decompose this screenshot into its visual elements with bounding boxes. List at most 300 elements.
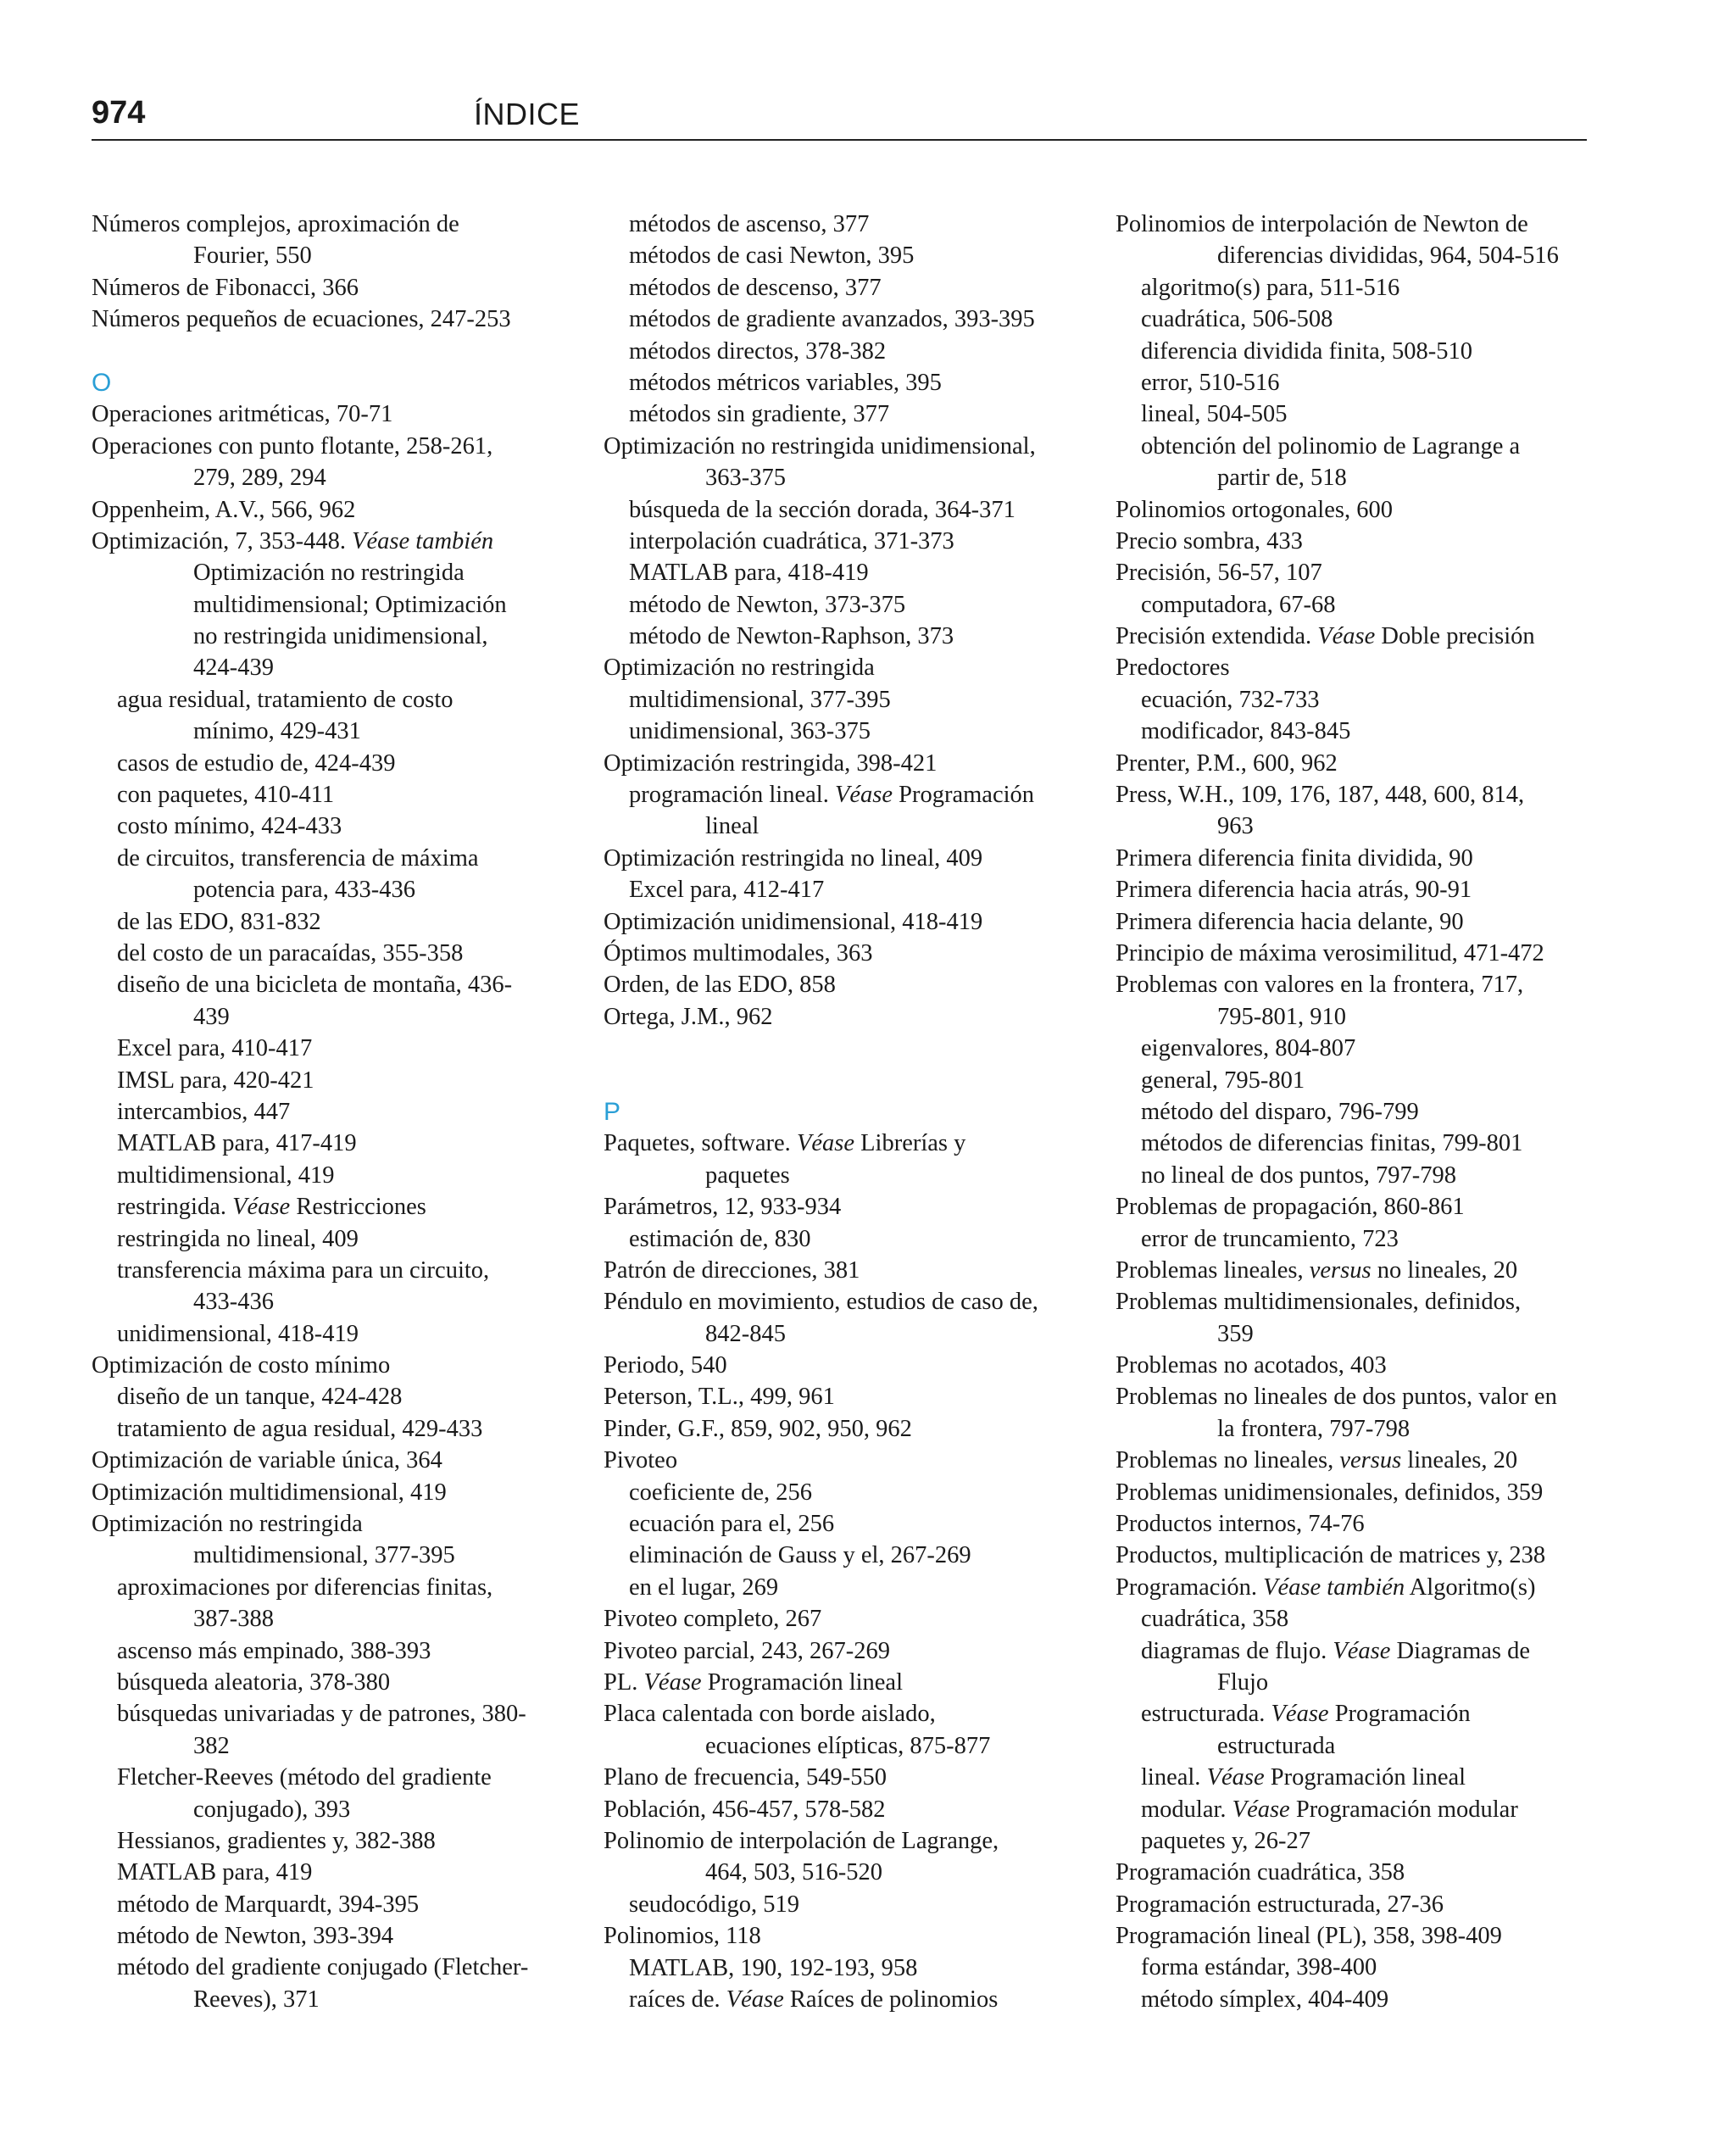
entry-text: Polinomios ortogonales, 600 <box>1116 496 1393 523</box>
index-subentry <box>1116 1984 1590 2015</box>
index-continuation <box>92 1001 566 1033</box>
index-entry <box>604 1603 1112 1635</box>
entry-text: Placa calentada con borde aislado, <box>604 1701 936 1728</box>
index-entry <box>1116 1255 1590 1286</box>
entry-text: diagramas de flujo. <box>1141 1637 1333 1664</box>
index-entry <box>604 748 1112 779</box>
index-subentry <box>604 1477 1112 1508</box>
index-entry <box>1116 1857 1590 1888</box>
entry-text: 363-375 <box>705 465 786 492</box>
entry-text: Press, W.H., 109, 176, 187, 448, 600, 814, <box>1116 782 1525 809</box>
italic-text: Véase <box>1232 1796 1290 1823</box>
entry-text: Programación estructurada, 27-36 <box>1116 1891 1444 1918</box>
entry-text: Principio de máxima verosimilitud, 471-472 <box>1116 939 1544 966</box>
entry-text: métodos de descenso, 377 <box>629 274 882 301</box>
index-entry <box>1116 209 1590 240</box>
entry-text: diferencias divididas, 964, 504-516 <box>1217 242 1559 270</box>
entry-text: Programación modular <box>1289 1796 1518 1823</box>
index-entry <box>1116 1477 1590 1508</box>
italic-text: Véase <box>643 1668 702 1696</box>
entry-text: 424-439 <box>193 654 274 682</box>
entry-text: coeficiente de, 256 <box>629 1479 813 1506</box>
entry-text: Problemas no lineales, <box>1116 1447 1340 1474</box>
entry-text: PL. <box>604 1668 644 1696</box>
entry-text: método símplex, 404-409 <box>1141 1986 1389 2013</box>
entry-text: Productos internos, 74-76 <box>1116 1511 1365 1538</box>
index-entry <box>604 843 1112 874</box>
index-subentry <box>1116 1065 1590 1096</box>
index-subentry <box>1116 1096 1590 1128</box>
italic-text: Véase <box>1333 1637 1391 1664</box>
index-subentry <box>1116 1635 1590 1667</box>
entry-text: MATLAB para, 418-419 <box>629 560 869 587</box>
index-subentry <box>92 1762 566 1793</box>
index-entry <box>604 1286 1112 1317</box>
index-subentry <box>1116 1033 1590 1064</box>
index-continuation <box>1116 1413 1590 1445</box>
entry-text: Polinomios, 118 <box>604 1923 761 1950</box>
entry-text: eliminación de Gauss y el, 267-269 <box>629 1542 971 1569</box>
index-subentry <box>92 684 566 716</box>
index-entry <box>1116 1508 1590 1540</box>
entry-text: transferencia máxima para un circuito, <box>117 1256 490 1284</box>
italic-text: versus <box>1309 1256 1372 1284</box>
index-entry <box>604 1920 1112 1952</box>
entry-text: MATLAB para, 417-419 <box>117 1130 357 1157</box>
index-entry <box>92 526 566 557</box>
entry-text: potencia para, 433-436 <box>193 877 415 904</box>
index-subentry <box>92 810 566 842</box>
index-subentry <box>1116 272 1590 304</box>
entry-text: Polinomio de interpolación de Lagrange, <box>604 1827 999 1854</box>
entry-text: conjugado), 393 <box>193 1796 351 1823</box>
entry-text: con paquetes, 410-411 <box>117 782 335 809</box>
entry-text: búsquedas univariadas y de patrones, 380- <box>117 1701 526 1728</box>
index-subentry <box>604 621 1112 652</box>
entry-text: lineales, 20 <box>1401 1447 1518 1474</box>
index-subentry <box>92 1128 566 1159</box>
entry-text: Primera diferencia finita dividida, 90 <box>1116 844 1473 872</box>
index-entry <box>92 1445 566 1476</box>
index-entry <box>604 1001 1112 1033</box>
index-entry <box>1116 526 1590 557</box>
index-subentry <box>1116 1762 1590 1793</box>
index-subentry <box>1116 589 1590 621</box>
index-subentry <box>1116 398 1590 430</box>
entry-text: Optimización restringida no lineal, 409 <box>604 844 983 872</box>
index-subentry <box>1116 716 1590 747</box>
entry-text: Problemas unidimensionales, definidos, 359 <box>1116 1479 1544 1506</box>
entry-text: Oppenheim, A.V., 566, 962 <box>92 496 356 523</box>
entry-text: Pivoteo parcial, 243, 267-269 <box>604 1637 890 1664</box>
index-entry <box>604 1635 1112 1667</box>
index-subentry <box>92 1160 566 1191</box>
entry-text: Operaciones aritméticas, 70-71 <box>92 401 393 428</box>
index-column-2 <box>604 209 1112 2015</box>
index-subentry <box>92 1889 566 1920</box>
entry-text: de las EDO, 831-832 <box>117 908 321 935</box>
index-continuation <box>92 1286 566 1317</box>
entry-text: métodos directos, 378-382 <box>629 337 887 365</box>
index-subentry <box>604 684 1112 716</box>
index-continuation <box>604 810 1112 842</box>
index-subentry <box>92 748 566 779</box>
entry-text: Problemas no lineales de dos puntos, valor en <box>1116 1384 1557 1411</box>
entry-text: ecuación, 732-733 <box>1141 686 1320 713</box>
index-entry <box>604 1794 1112 1825</box>
index-entry <box>604 1381 1112 1412</box>
entry-text: Números complejos, aproximación de <box>92 211 459 237</box>
entry-text: ecuación para el, 256 <box>629 1511 835 1538</box>
index-entry <box>92 304 566 335</box>
index-subentry <box>1116 431 1590 462</box>
index-subentry <box>92 1223 566 1255</box>
index-subentry <box>92 1920 566 1952</box>
entry-text: Parámetros, 12, 933-934 <box>604 1194 842 1221</box>
index-entry <box>1116 1889 1590 1920</box>
entry-text: Excel para, 412-417 <box>629 877 825 904</box>
entry-text: computadora, 67-68 <box>1141 591 1336 618</box>
entry-text: unidimensional, 363-375 <box>629 718 871 745</box>
entry-text: 963 <box>1217 813 1254 840</box>
entry-text: diferencia dividida finita, 508-510 <box>1141 337 1472 365</box>
index-subentry <box>604 336 1112 367</box>
entry-text: 279, 289, 294 <box>193 465 326 492</box>
index-subentry <box>604 367 1112 398</box>
entry-text: obtención del polinomio de Lagrange a <box>1141 432 1521 460</box>
index-continuation <box>604 1857 1112 1888</box>
index-subentry <box>92 1825 566 1857</box>
index-subentry <box>92 1667 566 1698</box>
entry-text: 359 <box>1217 1320 1254 1347</box>
entry-text: métodos sin gradiente, 377 <box>629 401 890 428</box>
entry-text: Programación <box>1328 1701 1471 1728</box>
index-continuation <box>92 462 566 493</box>
index-continuation <box>1116 810 1590 842</box>
index-continuation <box>92 1730 566 1762</box>
index-entry <box>1116 1191 1590 1223</box>
section-title: ÍNDICE <box>474 97 581 131</box>
index-subentry <box>604 209 1112 240</box>
entry-text: método de Newton, 393-394 <box>117 1923 394 1950</box>
entry-text: Programación cuadrática, 358 <box>1116 1859 1405 1886</box>
entry-text: estructurada <box>1217 1732 1336 1759</box>
entry-text: Optimización unidimensional, 418-419 <box>604 908 983 935</box>
entry-text: multidimensional, 419 <box>117 1161 335 1189</box>
entry-text: interpolación cuadrática, 371-373 <box>629 527 954 554</box>
entry-text: Algoritmo(s) <box>1405 1574 1536 1601</box>
entry-text: Optimización de variable única, 364 <box>92 1447 442 1474</box>
entry-text: eigenvalores, 804-807 <box>1141 1035 1356 1062</box>
entry-text: lineal, 504-505 <box>1141 401 1288 428</box>
entry-text: Pinder, G.F., 859, 902, 950, 962 <box>604 1415 912 1442</box>
italic-text: Véase <box>1206 1764 1265 1791</box>
italic-text: Véase también <box>1263 1574 1405 1601</box>
entry-text: Precisión, 56-57, 107 <box>1116 560 1322 587</box>
index-subentry <box>1116 1223 1590 1255</box>
entry-text: multidimensional, 377-395 <box>629 686 891 713</box>
entry-text: métodos de casi Newton, 395 <box>629 242 915 270</box>
entry-text: Predoctores <box>1116 654 1230 682</box>
index-entry <box>1116 1381 1590 1412</box>
entry-text: Pivoteo <box>604 1447 678 1474</box>
index-entry <box>1116 1540 1590 1571</box>
entry-text: diseño de una bicicleta de montaña, 436- <box>117 972 513 999</box>
index-entry <box>1116 557 1590 588</box>
entry-text: en el lugar, 269 <box>629 1574 779 1601</box>
index-entry <box>1116 906 1590 938</box>
entry-text: Patrón de direcciones, 381 <box>604 1256 860 1284</box>
entry-text: cuadrática, 358 <box>1141 1606 1289 1633</box>
index-entry <box>1116 1350 1590 1381</box>
entry-text: lineal. <box>1141 1764 1207 1791</box>
entry-text: error, 510-516 <box>1141 369 1280 396</box>
entry-text: estimación de, 830 <box>629 1225 811 1252</box>
italic-text: versus <box>1339 1447 1402 1474</box>
italic-text: Véase <box>1271 1701 1329 1728</box>
entry-text: forma estándar, 398-400 <box>1141 1954 1377 1981</box>
italic-text: Véase <box>796 1130 854 1157</box>
entry-text: métodos métricos variables, 395 <box>629 369 942 396</box>
entry-text: ascenso más empinado, 388-393 <box>117 1637 431 1664</box>
index-entry <box>92 272 566 304</box>
index-entry <box>604 1698 1112 1729</box>
index-continuation <box>92 652 566 683</box>
entry-text: métodos de ascenso, 377 <box>629 211 870 237</box>
index-subentry <box>1116 1603 1590 1635</box>
index-entry <box>604 1255 1112 1286</box>
index-entry <box>1116 1286 1590 1317</box>
entry-text: Optimización de costo mínimo <box>92 1352 391 1379</box>
entry-text: método de Marquardt, 394-395 <box>117 1891 420 1918</box>
italic-text: Véase <box>834 782 893 809</box>
entry-text: Pivoteo completo, 267 <box>604 1606 822 1633</box>
index-subentry <box>604 272 1112 304</box>
index-entry <box>1116 874 1590 905</box>
entry-text: Reeves), 371 <box>193 1986 320 2013</box>
index-entry <box>1116 652 1590 683</box>
index-entry <box>604 1825 1112 1857</box>
entry-text: la frontera, 797-798 <box>1217 1415 1410 1442</box>
index-subentry <box>1116 1794 1590 1825</box>
index-subentry <box>604 716 1112 747</box>
entry-text: métodos de gradiente avanzados, 393-395 <box>629 306 1035 333</box>
entry-text: no lineales, 20 <box>1371 1256 1518 1284</box>
entry-text: Periodo, 540 <box>604 1352 727 1379</box>
entry-text: método del gradiente conjugado (Fletcher- <box>117 1954 529 1981</box>
entry-text: Raíces de polinomios <box>783 1986 999 2013</box>
entry-text: Programación lineal <box>701 1668 903 1696</box>
index-entry <box>604 652 1112 683</box>
index-entry <box>604 1413 1112 1445</box>
entry-text: Población, 456-457, 578-582 <box>604 1796 886 1823</box>
index-subentry <box>92 1065 566 1096</box>
index-continuation <box>1116 1730 1590 1762</box>
page-header <box>92 92 1587 141</box>
entry-text: modificador, 843-845 <box>1141 718 1351 745</box>
index-subentry <box>1116 1698 1590 1729</box>
index-continuation <box>92 1540 566 1571</box>
entry-text: agua residual, tratamiento de costo <box>117 686 453 713</box>
index-subentry <box>604 589 1112 621</box>
entry-text: Paquetes, software. <box>604 1130 797 1157</box>
entry-text: modular. <box>1141 1796 1232 1823</box>
entry-text: Optimización no restringida unidimensional, <box>604 432 1036 460</box>
entry-text: Ortega, J.M., 962 <box>604 1003 773 1030</box>
index-entry <box>604 938 1112 969</box>
index-subentry <box>1116 304 1590 335</box>
entry-text: Restricciones <box>290 1194 426 1221</box>
spacer <box>92 336 566 367</box>
entry-text: ecuaciones elípticas, 875-877 <box>705 1732 991 1759</box>
entry-text: Plano de frecuencia, 549-550 <box>604 1764 887 1791</box>
index-continuation <box>92 1603 566 1635</box>
entry-text: métodos de diferencias finitas, 799-801 <box>1141 1130 1523 1157</box>
entry-text: 387-388 <box>193 1606 274 1633</box>
index-subentry <box>1116 1128 1590 1159</box>
entry-text: Hessianos, gradientes y, 382-388 <box>117 1827 436 1854</box>
index-continuation <box>1116 1001 1590 1033</box>
index-subentry <box>92 1698 566 1729</box>
index-continuation <box>1116 240 1590 271</box>
entry-text: costo mínimo, 424-433 <box>117 813 342 840</box>
index-column-1 <box>92 209 566 2015</box>
entry-text: Primera diferencia hacia delante, 90 <box>1116 908 1464 935</box>
entry-text: Optimización no restringida <box>193 560 465 587</box>
entry-text: error de truncamiento, 723 <box>1141 1225 1399 1252</box>
entry-text: algoritmo(s) para, 511-516 <box>1141 274 1400 301</box>
spacer <box>604 1033 1112 1096</box>
index-entry <box>1116 748 1590 779</box>
section-letter: O <box>92 368 112 397</box>
entry-text: Problemas con valores en la frontera, 717, <box>1116 972 1524 999</box>
index-subentry <box>604 1508 1112 1540</box>
italic-text: Véase <box>1317 623 1376 650</box>
index-entry <box>604 1762 1112 1793</box>
index-subentry <box>604 398 1112 430</box>
entry-text: Optimización restringida, 398-421 <box>604 749 938 777</box>
entry-text: 433-436 <box>193 1289 274 1316</box>
index-subentry <box>1116 1952 1590 1983</box>
entry-text: Polinomios de interpolación de Newton de <box>1116 211 1528 237</box>
entry-text: mínimo, 429-431 <box>193 718 361 745</box>
index-entry <box>1116 938 1590 969</box>
entry-text: tratamiento de agua residual, 429-433 <box>117 1415 483 1442</box>
index-subentry <box>604 1889 1112 1920</box>
index-continuation <box>1116 1318 1590 1350</box>
index-entry <box>604 1350 1112 1381</box>
italic-text: Véase <box>726 1986 784 2013</box>
index-continuation <box>604 1160 1112 1191</box>
index-entry <box>604 1445 1112 1476</box>
entry-text: 382 <box>193 1732 230 1759</box>
index-continuation <box>92 874 566 905</box>
entry-text: casos de estudio de, 424-439 <box>117 749 396 777</box>
index-continuation <box>92 716 566 747</box>
italic-text: Véase <box>232 1194 291 1221</box>
entry-text: raíces de. <box>629 1986 726 2013</box>
index-entry <box>1116 494 1590 526</box>
entry-text: cuadrática, 506-508 <box>1141 306 1333 333</box>
entry-text: Librerías y <box>854 1130 966 1157</box>
entry-text: búsqueda aleatoria, 378-380 <box>117 1668 391 1696</box>
entry-text: diseño de un tanque, 424-428 <box>117 1384 403 1411</box>
index-entry <box>1116 843 1590 874</box>
entry-text: estructurada. <box>1141 1701 1271 1728</box>
entry-text: Óptimos multimodales, 363 <box>604 939 873 966</box>
index-subentry <box>604 779 1112 810</box>
index-entry <box>1116 1445 1590 1476</box>
index-continuation <box>1116 1667 1590 1698</box>
index-subentry <box>604 240 1112 271</box>
entry-text: lineal <box>705 813 760 840</box>
entry-text: Números pequeños de ecuaciones, 247-253 <box>92 306 511 333</box>
index-subentry <box>92 1318 566 1350</box>
entry-text: restringida no lineal, 409 <box>117 1225 359 1252</box>
index-subentry <box>92 779 566 810</box>
entry-text: partir de, 518 <box>1217 465 1347 492</box>
entry-text: de circuitos, transferencia de máxima <box>117 844 479 872</box>
index-subentry <box>604 1952 1112 1984</box>
entry-text: Problemas multidimensionales, definidos, <box>1116 1289 1522 1316</box>
entry-text: unidimensional, 418-419 <box>117 1320 359 1347</box>
index-subentry <box>92 938 566 969</box>
entry-text: Programación lineal (PL), 358, 398-409 <box>1116 1923 1502 1950</box>
index-entry <box>604 1128 1112 1159</box>
index-continuation <box>92 621 566 652</box>
entry-text: 795-801, 910 <box>1217 1003 1346 1030</box>
entry-text: Operaciones con punto flotante, 258-261, <box>92 432 493 460</box>
section-letter: P <box>604 1097 621 1126</box>
entry-text: Optimización, 7, 353-448. <box>92 527 353 554</box>
entry-text: 464, 503, 516-520 <box>705 1859 882 1886</box>
entry-text: general, 795-801 <box>1141 1067 1305 1094</box>
index-subentry <box>92 1381 566 1412</box>
index-subentry <box>92 1033 566 1064</box>
index-continuation <box>604 1730 1112 1762</box>
index-subentry <box>92 906 566 938</box>
index-entry <box>604 906 1112 938</box>
entry-text: método de Newton-Raphson, 373 <box>629 623 954 650</box>
index-continuation <box>604 1318 1112 1350</box>
entry-text: Fletcher-Reeves (método del gradiente <box>117 1764 492 1791</box>
entry-text: Precio sombra, 433 <box>1116 527 1303 554</box>
entry-text: Orden, de las EDO, 858 <box>604 972 836 999</box>
index-entry <box>604 431 1112 462</box>
entry-text: intercambios, 447 <box>117 1098 291 1125</box>
index-subentry <box>1116 1160 1590 1191</box>
entry-text: Doble precisión <box>1375 623 1535 650</box>
index-entry <box>1116 1920 1590 1952</box>
index-column-3 <box>1116 209 1590 2015</box>
index-subentry <box>92 843 566 874</box>
entry-text: paquetes <box>705 1161 790 1189</box>
entry-text: aproximaciones por diferencias finitas, <box>117 1574 493 1601</box>
index-entry <box>1116 621 1590 652</box>
index-continuation <box>92 1984 566 2015</box>
index-entry <box>92 1508 566 1540</box>
entry-text: Problemas no acotados, 403 <box>1116 1352 1387 1379</box>
index-entry <box>604 969 1112 1000</box>
entry-text: Prenter, P.M., 600, 962 <box>1116 749 1338 777</box>
entry-text: MATLAB, 190, 192-193, 958 <box>629 1954 918 1981</box>
entry-text: Fourier, 550 <box>193 242 312 270</box>
entry-text: multidimensional, 377-395 <box>193 1542 455 1569</box>
entry-text: método de Newton, 373-375 <box>629 591 906 618</box>
index-continuation <box>1116 462 1590 493</box>
entry-text: Excel para, 410-417 <box>117 1035 313 1062</box>
index-subentry <box>92 1255 566 1286</box>
